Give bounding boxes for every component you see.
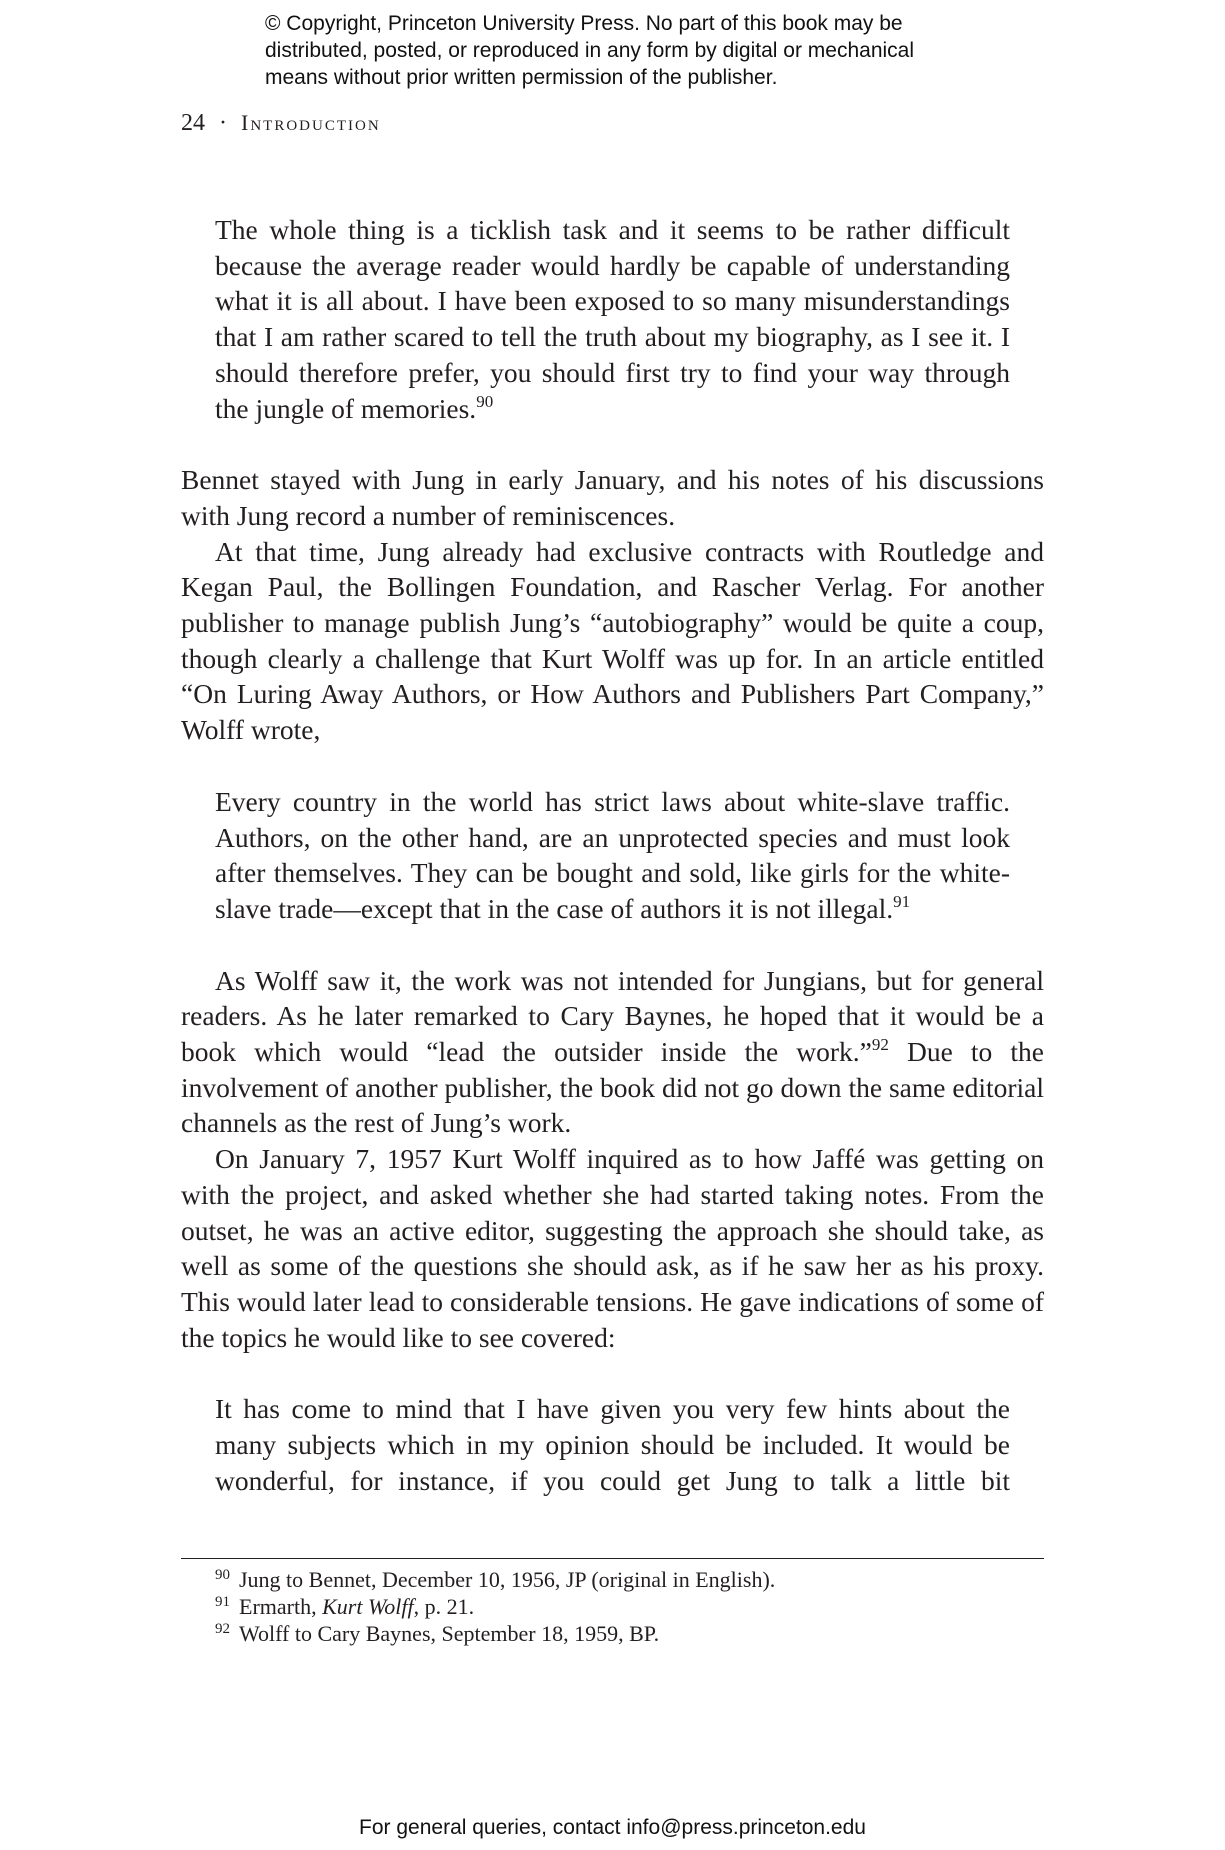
copyright-notice [265, 10, 1025, 91]
footnote-ref-90[interactable]: 90 [476, 391, 494, 411]
block-quote-2 [215, 784, 1010, 927]
copyright-line: means without prior written permission of the publisher. [265, 66, 778, 89]
paragraph [181, 963, 1044, 1142]
quote-text: The whole thing is a ticklish task and it seems to be rather difficult because the average reader would hardly be capable of understanding what it is all about. I have been exposed to so many misunderstandings that I am rather scared to tell the truth about my biography, as I see it. I should therefore prefer, you should first try to find your way through the jungle of memories. [215, 214, 1010, 424]
copyright-line: distributed, posted, or reproduced in any form by digital or mechanical [265, 39, 915, 62]
footnote-text: Jung to Bennet, December 10, 1956, JP (original in English). [239, 1567, 776, 1592]
paragraph: On January 7, 1957 Kurt Wolff inquired as to how Jaffé was getting on with the project, and asked whether she had started taking notes. From the outset, he was an active editor, suggesting the approach she should take, as well as some of the questions she should ask, as if he saw her as his proxy. This would later lead to considerable tensions. He gave indications of some of the topics he would like to see covered: [181, 1143, 1044, 1353]
contact-notice: For general queries, contact info@press.princeton.edu [359, 1816, 866, 1839]
page-body [181, 212, 1044, 1499]
running-head [181, 108, 381, 138]
block-quote-1 [215, 212, 1010, 426]
section-title: Introduction [241, 110, 381, 135]
footnotes [215, 1566, 1044, 1647]
page-number: 24 [181, 110, 205, 136]
footnote-ref-92[interactable]: 92 [871, 1035, 889, 1055]
footnote-book-title: Kurt Wolff [322, 1594, 414, 1619]
footnote-divider [181, 1558, 1044, 1559]
copyright-line: © Copyright, Princeton University Press. No part of this book may be [265, 12, 903, 35]
quote-text: Every country in the world has strict laws about white-slave traffic. Authors, on the other hand, are an unprotected species and must look after themselves. They can be bought and sold, like girls for the white-slave trade—except that in the case of authors it is not illegal. [215, 785, 1010, 924]
block-quote-3 [215, 1391, 1010, 1498]
paragraph-text: As Wolff saw it, the work was not intended for Jungians, but for general readers. As he later remarked to Cary Baynes, he hoped that it would be a book which would “lead the outsider inside the work.” [181, 964, 1044, 1068]
paragraph: Bennet stayed with Jung in early January, and his notes of his discussions with Jung record a number of reminiscences. [181, 464, 1044, 531]
footnote-text: , p. 21. [413, 1594, 475, 1619]
footnote-90 [215, 1566, 1044, 1593]
footnote-text: Ermarth, [239, 1594, 323, 1619]
footnote-ref-91[interactable]: 91 [893, 891, 911, 911]
paragraph-text: Due to the involvement of another publisher, the book did not go down the same editorial channels as the rest of Jung’s work. [181, 1036, 1044, 1139]
footnote-92 [215, 1620, 1044, 1647]
paragraph: At that time, Jung already had exclusive contracts with Routledge and Kegan Paul, the Bollingen Foundation, and Rascher Verlag. For another publisher to manage publish Jung’s “autobiography” would be quite a coup, though clearly a challenge that Kurt Wolff was up for. In an article entitled “On Luring Away Authors, or How Authors and Publishers Part Company,” Wolff wrote, [181, 535, 1044, 746]
quote-text: It has come to mind that I have given you very few hints about the many subjects which in my opinion should be included. It would be wonderful, for instance, if you could get Jung to talk a little bit [215, 1393, 1010, 1496]
running-head-separator: · [219, 110, 227, 136]
footnote-number: 90 [215, 1567, 230, 1583]
footnote-number: 91 [215, 1594, 230, 1610]
footnote-text: Wolff to Cary Baynes, September 18, 1959, BP. [239, 1621, 660, 1646]
footnote-number: 92 [215, 1621, 230, 1637]
footnote-91 [215, 1593, 1044, 1620]
